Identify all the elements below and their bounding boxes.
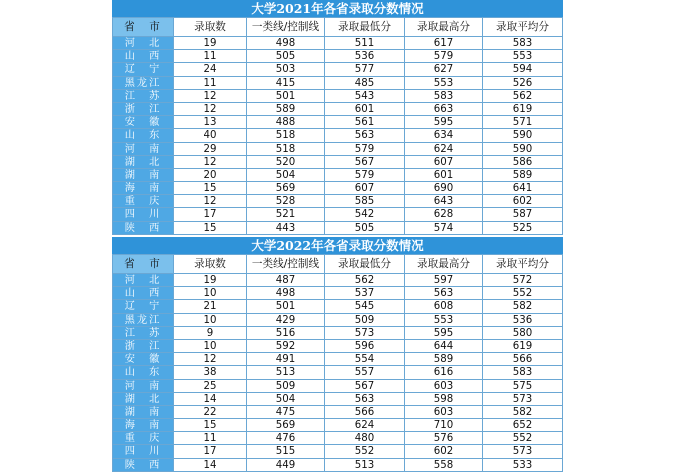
- table-cell: 516: [247, 327, 325, 340]
- table-cell: 552: [483, 287, 563, 300]
- table-cell: 571: [483, 116, 563, 129]
- table-cell: 12: [174, 90, 247, 103]
- table-header-row: [112, 255, 563, 274]
- table-row: [112, 459, 563, 472]
- province-cell: 江 苏: [112, 327, 174, 340]
- table-cell: 38: [174, 366, 247, 379]
- table-cell: 15: [174, 222, 247, 235]
- table-row: [112, 327, 563, 340]
- table-cell: 513: [325, 459, 405, 472]
- table-cell: 574: [405, 222, 483, 235]
- province-cell: 河 南: [112, 143, 174, 156]
- table-cell: 553: [405, 77, 483, 90]
- table-cell: 601: [325, 103, 405, 116]
- province-cell: 河 北: [112, 37, 174, 50]
- table-cell: 9: [174, 327, 247, 340]
- table-row: [112, 116, 563, 129]
- table-cell: 536: [325, 50, 405, 63]
- table-cell: 576: [405, 432, 483, 445]
- table-cell: 557: [325, 366, 405, 379]
- table-cell: 582: [483, 300, 563, 313]
- table-cell: 15: [174, 182, 247, 195]
- table-cell: 607: [325, 182, 405, 195]
- table-header-row: [112, 18, 563, 37]
- table-row: [112, 300, 563, 313]
- table-cell: 443: [247, 222, 325, 235]
- table-cell: 25: [174, 380, 247, 393]
- table-cell: 504: [247, 169, 325, 182]
- table-cell: 505: [247, 50, 325, 63]
- table-cell: 14: [174, 459, 247, 472]
- table-cell: 585: [325, 195, 405, 208]
- province-cell: 陕 西: [112, 459, 174, 472]
- column-header: 录取数: [174, 18, 247, 37]
- table-row: [112, 287, 563, 300]
- table-cell: 488: [247, 116, 325, 129]
- table-cell: 594: [483, 63, 563, 76]
- table-cell: 586: [483, 156, 563, 169]
- province-cell: 湖 北: [112, 393, 174, 406]
- table-cell: 643: [405, 195, 483, 208]
- table-row: [112, 208, 563, 221]
- table-row: [112, 103, 563, 116]
- table-cell: 628: [405, 208, 483, 221]
- table-cell: 11: [174, 77, 247, 90]
- table-cell: 10: [174, 340, 247, 353]
- table-cell: 476: [247, 432, 325, 445]
- table-cell: 14: [174, 393, 247, 406]
- table-cell: 567: [325, 156, 405, 169]
- table-row: [112, 222, 563, 235]
- table-cell: 415: [247, 77, 325, 90]
- table-cell: 10: [174, 314, 247, 327]
- table-cell: 525: [483, 222, 563, 235]
- column-header: 录取数: [174, 255, 247, 274]
- table-cell: 598: [405, 393, 483, 406]
- province-cell: 湖 北: [112, 156, 174, 169]
- table-row: [112, 366, 563, 379]
- table-cell: 511: [325, 37, 405, 50]
- table-cell: 561: [325, 116, 405, 129]
- table-cell: 17: [174, 445, 247, 458]
- table-cell: 449: [247, 459, 325, 472]
- province-cell: 黑龙江: [112, 77, 174, 90]
- table-cell: 520: [247, 156, 325, 169]
- table-grid: [112, 17, 563, 235]
- table-cell: 526: [483, 77, 563, 90]
- province-cell: 辽 宁: [112, 300, 174, 313]
- province-cell: 辽 宁: [112, 63, 174, 76]
- table-cell: 11: [174, 50, 247, 63]
- table-cell: 652: [483, 419, 563, 432]
- table-cell: 619: [483, 340, 563, 353]
- table-cell: 429: [247, 314, 325, 327]
- table-cell: 644: [405, 340, 483, 353]
- table-cell: 569: [247, 182, 325, 195]
- province-cell: 山 西: [112, 50, 174, 63]
- table-cell: 575: [483, 380, 563, 393]
- table-cell: 17: [174, 208, 247, 221]
- table-cell: 40: [174, 129, 247, 142]
- table-row: [112, 129, 563, 142]
- province-cell: 重 庆: [112, 432, 174, 445]
- table-cell: 603: [405, 406, 483, 419]
- table-row: [112, 393, 563, 406]
- table-cell: 558: [405, 459, 483, 472]
- table-cell: 24: [174, 63, 247, 76]
- table-cell: 552: [325, 445, 405, 458]
- table-cell: 566: [483, 353, 563, 366]
- table-cell: 596: [325, 340, 405, 353]
- table-row: [112, 353, 563, 366]
- province-cell: 山 东: [112, 366, 174, 379]
- table-cell: 590: [483, 129, 563, 142]
- table-cell: 627: [405, 63, 483, 76]
- table-cell: 12: [174, 103, 247, 116]
- table-row: [112, 406, 563, 419]
- province-cell: 河 北: [112, 274, 174, 287]
- table-cell: 619: [483, 103, 563, 116]
- table-cell: 583: [483, 37, 563, 50]
- table-cell: 542: [325, 208, 405, 221]
- table-cell: 20: [174, 169, 247, 182]
- table-cell: 491: [247, 353, 325, 366]
- table-cell: 608: [405, 300, 483, 313]
- table-cell: 601: [405, 169, 483, 182]
- table-cell: 562: [325, 274, 405, 287]
- table-row: [112, 314, 563, 327]
- table-cell: 590: [483, 143, 563, 156]
- table-cell: 12: [174, 156, 247, 169]
- province-cell: 山 东: [112, 129, 174, 142]
- table-cell: 573: [325, 327, 405, 340]
- table-cell: 21: [174, 300, 247, 313]
- table-cell: 537: [325, 287, 405, 300]
- table-cell: 509: [247, 380, 325, 393]
- table-cell: 589: [247, 103, 325, 116]
- column-header: 省 市: [112, 18, 174, 37]
- table-cell: 616: [405, 366, 483, 379]
- table-row: [112, 419, 563, 432]
- table-cell: 503: [247, 63, 325, 76]
- table-cell: 690: [405, 182, 483, 195]
- table-row: [112, 274, 563, 287]
- table-cell: 602: [483, 195, 563, 208]
- table-cell: 603: [405, 380, 483, 393]
- table-cell: 579: [325, 169, 405, 182]
- table-title: 大学2021年各省录取分数情况: [112, 0, 563, 17]
- table-cell: 579: [405, 50, 483, 63]
- province-cell: 重 庆: [112, 195, 174, 208]
- table-cell: 573: [483, 445, 563, 458]
- table-grid: [112, 254, 563, 472]
- table-cell: 10: [174, 287, 247, 300]
- table-cell: 487: [247, 274, 325, 287]
- province-cell: 浙 江: [112, 340, 174, 353]
- table-cell: 567: [325, 380, 405, 393]
- table-row: [112, 37, 563, 50]
- table-cell: 602: [405, 445, 483, 458]
- table-cell: 553: [483, 50, 563, 63]
- column-header: 录取最低分: [325, 18, 405, 37]
- table-cell: 579: [325, 143, 405, 156]
- column-header: 一类线/控制线: [247, 18, 325, 37]
- admission-table-2022: [112, 237, 563, 472]
- table-cell: 554: [325, 353, 405, 366]
- table-cell: 501: [247, 300, 325, 313]
- table-cell: 582: [483, 406, 563, 419]
- table-row: [112, 50, 563, 63]
- table-row: [112, 340, 563, 353]
- province-cell: 湖 南: [112, 406, 174, 419]
- table-cell: 634: [405, 129, 483, 142]
- province-cell: 安 徽: [112, 353, 174, 366]
- table-cell: 545: [325, 300, 405, 313]
- province-cell: 江 苏: [112, 90, 174, 103]
- table-row: [112, 380, 563, 393]
- province-cell: 四 川: [112, 445, 174, 458]
- table-cell: 515: [247, 445, 325, 458]
- table-row: [112, 195, 563, 208]
- table-row: [112, 77, 563, 90]
- table-cell: 518: [247, 129, 325, 142]
- table-cell: 595: [405, 327, 483, 340]
- table-row: [112, 90, 563, 103]
- table-cell: 509: [325, 314, 405, 327]
- table-cell: 521: [247, 208, 325, 221]
- table-cell: 569: [247, 419, 325, 432]
- table-cell: 563: [325, 129, 405, 142]
- table-cell: 595: [405, 116, 483, 129]
- table-cell: 580: [483, 327, 563, 340]
- table-cell: 624: [405, 143, 483, 156]
- table-cell: 566: [325, 406, 405, 419]
- table-cell: 505: [325, 222, 405, 235]
- table-cell: 498: [247, 287, 325, 300]
- table-cell: 513: [247, 366, 325, 379]
- table-cell: 22: [174, 406, 247, 419]
- table-title: 大学2022年各省录取分数情况: [112, 237, 563, 254]
- table-cell: 12: [174, 195, 247, 208]
- table-cell: 577: [325, 63, 405, 76]
- table-cell: 710: [405, 419, 483, 432]
- table-cell: 475: [247, 406, 325, 419]
- table-cell: 583: [483, 366, 563, 379]
- table-cell: 573: [483, 393, 563, 406]
- table-cell: 589: [405, 353, 483, 366]
- admission-table-2021: [112, 0, 563, 235]
- table-cell: 15: [174, 419, 247, 432]
- table-row: [112, 182, 563, 195]
- table-cell: 592: [247, 340, 325, 353]
- table-cell: 19: [174, 274, 247, 287]
- column-header: 录取平均分: [483, 255, 563, 274]
- province-cell: 安 徽: [112, 116, 174, 129]
- column-header: 一类线/控制线: [247, 255, 325, 274]
- table-row: [112, 143, 563, 156]
- table-cell: 572: [483, 274, 563, 287]
- column-header: 录取最高分: [405, 255, 483, 274]
- province-cell: 山 西: [112, 287, 174, 300]
- table-cell: 501: [247, 90, 325, 103]
- table-cell: 518: [247, 143, 325, 156]
- table-row: [112, 432, 563, 445]
- province-cell: 浙 江: [112, 103, 174, 116]
- table-cell: 12: [174, 353, 247, 366]
- table-cell: 485: [325, 77, 405, 90]
- table-cell: 663: [405, 103, 483, 116]
- province-cell: 海 南: [112, 419, 174, 432]
- table-cell: 504: [247, 393, 325, 406]
- table-cell: 589: [483, 169, 563, 182]
- table-cell: 624: [325, 419, 405, 432]
- table-cell: 11: [174, 432, 247, 445]
- table-cell: 562: [483, 90, 563, 103]
- province-cell: 海 南: [112, 182, 174, 195]
- column-header: 录取最高分: [405, 18, 483, 37]
- table-cell: 19: [174, 37, 247, 50]
- table-cell: 641: [483, 182, 563, 195]
- table-cell: 553: [405, 314, 483, 327]
- column-header: 录取最低分: [325, 255, 405, 274]
- table-cell: 543: [325, 90, 405, 103]
- table-cell: 533: [483, 459, 563, 472]
- table-cell: 617: [405, 37, 483, 50]
- province-cell: 四 川: [112, 208, 174, 221]
- table-row: [112, 63, 563, 76]
- table-row: [112, 156, 563, 169]
- table-cell: 13: [174, 116, 247, 129]
- province-cell: 黑龙江: [112, 314, 174, 327]
- table-cell: 552: [483, 432, 563, 445]
- table-cell: 498: [247, 37, 325, 50]
- province-cell: 河 南: [112, 380, 174, 393]
- table-cell: 528: [247, 195, 325, 208]
- column-header: 录取平均分: [483, 18, 563, 37]
- table-cell: 536: [483, 314, 563, 327]
- table-cell: 480: [325, 432, 405, 445]
- column-header: 省 市: [112, 255, 174, 274]
- table-cell: 597: [405, 274, 483, 287]
- table-cell: 607: [405, 156, 483, 169]
- table-row: [112, 169, 563, 182]
- table-cell: 29: [174, 143, 247, 156]
- province-cell: 陕 西: [112, 222, 174, 235]
- table-cell: 563: [405, 287, 483, 300]
- province-cell: 湖 南: [112, 169, 174, 182]
- table-cell: 587: [483, 208, 563, 221]
- table-cell: 563: [325, 393, 405, 406]
- table-cell: 583: [405, 90, 483, 103]
